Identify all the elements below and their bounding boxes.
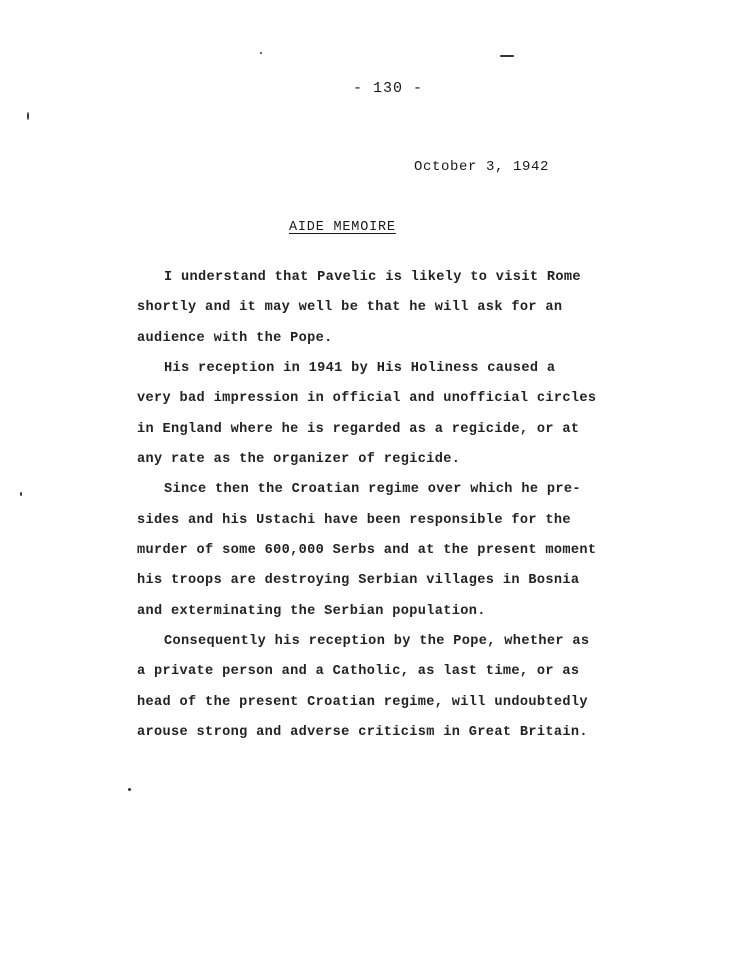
text-line: any rate as the organizer of regicide. [137,452,461,468]
text-line: Since then the Croatian regime over which he pre- [164,482,581,498]
text-line: his troops are destroying Serbian villages in Bosnia [137,573,580,589]
document-title: AIDE MEMOIRE [289,220,396,235]
text-line: and exterminating the Serbian population. [137,603,486,619]
text-line: audience with the Pope. [137,330,333,346]
text-line: very bad impression in official and unofficial circles [137,391,597,407]
scan-speck [128,788,131,791]
paragraph-3 [137,475,637,627]
text-line: I understand that Pavelic is likely to visit Rome [164,270,581,285]
text-line: a private person and a Catholic, as last time, or as [137,664,580,680]
document-date: October 3, 1942 [414,159,550,175]
text-line: Consequently his reception by the Pope, whether as [164,634,590,650]
text-line: murder of some 600,000 Serbs and at the present moment [137,543,597,559]
paragraph-1 [137,263,637,354]
text-line: arouse strong and adverse criticism in Great Britain. [137,725,588,741]
document-body [137,263,637,749]
scan-speck [500,55,514,57]
text-line: shortly and it may well be that he will ask for an [137,300,563,316]
text-line: sides and his Ustachi have been responsible for the [137,512,571,528]
scan-speck [20,492,22,496]
paragraph-4 [137,627,637,748]
text-line: His reception in 1941 by His Holiness caused a [164,361,556,377]
paragraph-2 [137,354,637,475]
text-line: head of the present Croatian regime, will undoubtedly [137,694,588,710]
text-line: in England where he is regarded as a regicide, or at [137,421,580,437]
page-number: - 130 - [353,80,424,97]
scan-speck [260,52,262,54]
scan-speck [27,112,29,120]
